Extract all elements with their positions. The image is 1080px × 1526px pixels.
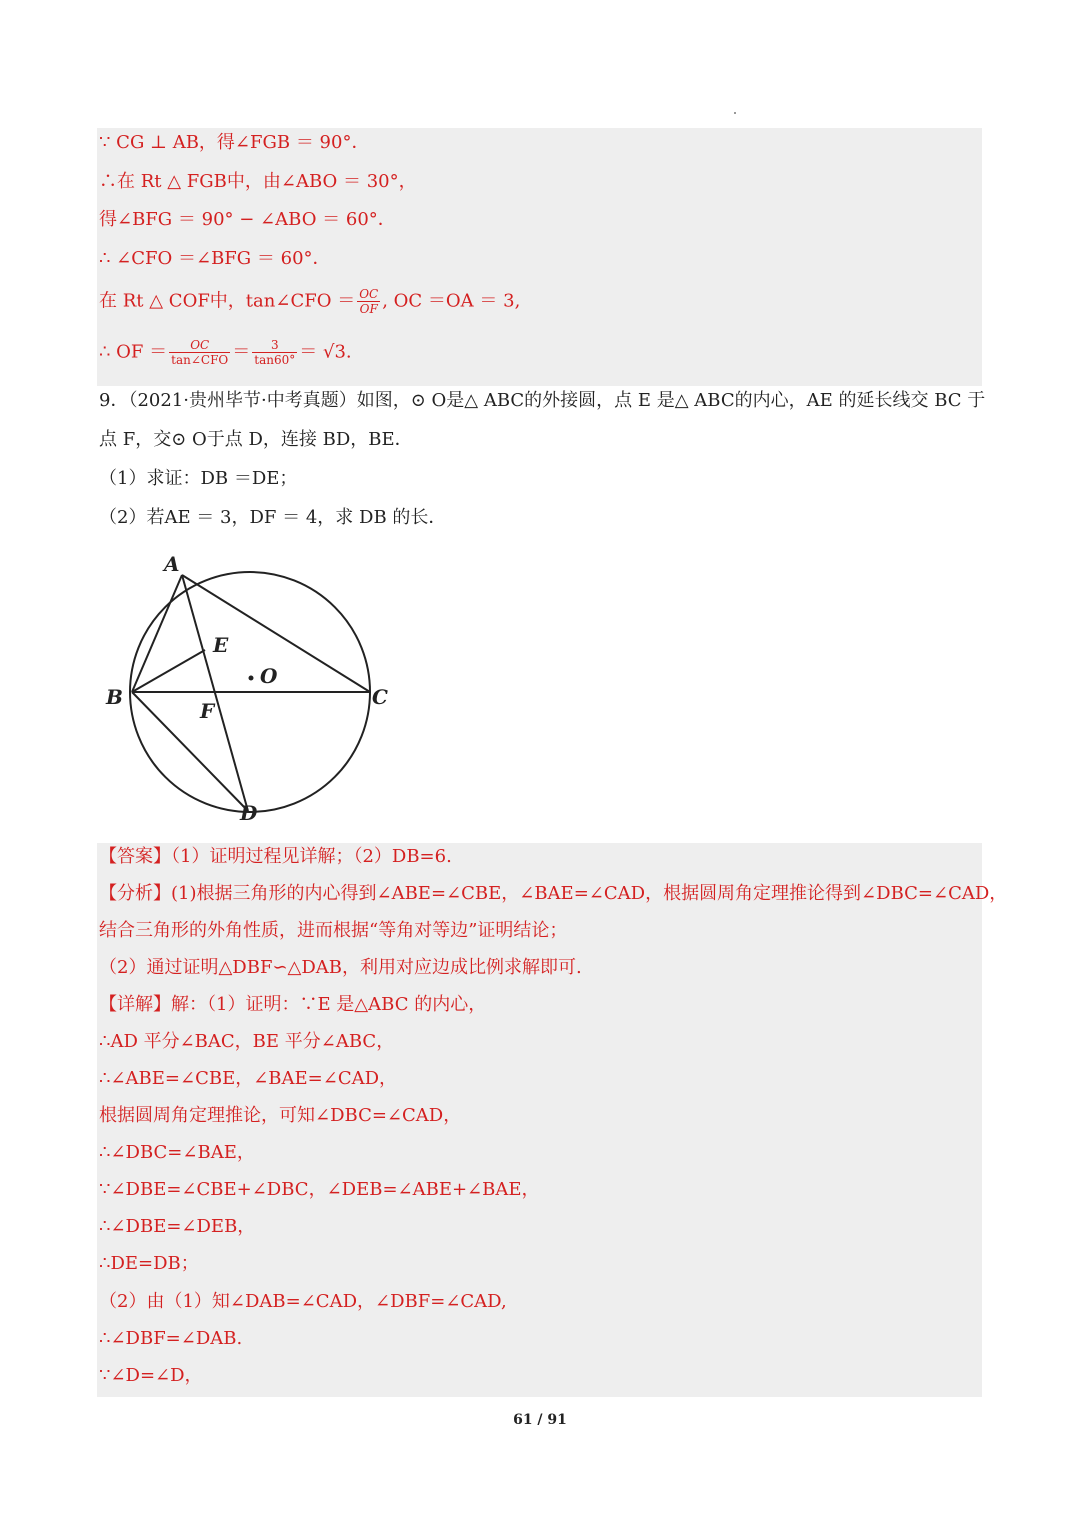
page-number: 61 / 91 — [513, 1412, 567, 1428]
problem-line: 9．（2021·贵州毕节·中考真题）如图，⊙ O是△ ABC的外接圆，点 E 是△ ABC的内心，AE 的延长线交 BC 于 — [99, 390, 986, 411]
detail-line: ∴AD 平分∠BAC，BE 平分∠ABC， — [99, 1031, 395, 1052]
geometry-figure — [100, 548, 410, 828]
label-o: O — [260, 664, 278, 688]
detail-line: ∴∠DBC=∠BAE， — [99, 1142, 255, 1163]
solution-text: ＝ √3. — [299, 341, 352, 363]
question-1: （1）求证：DB ＝DE； — [99, 468, 298, 489]
fraction-numerator: OC — [359, 287, 379, 301]
solution-text: , OC ＝OA ＝ 3, — [382, 290, 521, 312]
fraction-denominator: OF — [359, 302, 378, 316]
analysis-line: （2）通过证明△DBF∽△DAB，利用对应边成比例求解即可. — [99, 957, 582, 978]
fraction — [169, 338, 230, 367]
detail-line: ∴∠DBE=∠DEB， — [99, 1216, 256, 1237]
question-2: （2）若AE ＝ 3，DF ＝ 4，求 DB 的长． — [99, 507, 447, 528]
analysis-line: 结合三角形的外角性质，进而根据“等角对等边”证明结论； — [99, 920, 568, 941]
answer-line: 【答案】（1）证明过程见详解；（2）DB=6. — [99, 846, 452, 867]
detail-line: ∴∠DBF=∠DAB. — [99, 1328, 243, 1349]
fraction-numerator: 3 — [252, 338, 297, 353]
detail-line: ∵∠DBE=∠CBE+∠DBC，∠DEB=∠ABE+∠BAE， — [99, 1179, 540, 1200]
label-b: B — [106, 685, 123, 709]
solution-line: ∵ CG ⊥ AB，得∠FGB ＝ 90°． — [99, 132, 370, 153]
solution-text: 在 Rt △ COF中，tan∠CFO ＝ — [99, 290, 356, 312]
fraction-denominator: tan60° — [254, 353, 296, 367]
detail-line: （2）由（1）知∠DAB=∠CAD，∠DBF=∠CAD, — [99, 1291, 507, 1312]
detail-line: 根据圆周角定理推论，可知∠DBC=∠CAD， — [99, 1105, 462, 1126]
solution-line: 得∠BFG ＝ 90° − ∠ABO ＝ 60°． — [99, 209, 396, 230]
solution-text: ＝ — [232, 341, 251, 363]
label-f: F — [200, 699, 215, 723]
detail-line: 【详解】解：（1）证明：∵E 是△ABC 的内心， — [99, 994, 487, 1015]
fraction-denominator: tan∠CFO — [171, 353, 229, 367]
label-d: D — [240, 801, 258, 825]
speck-mark — [734, 112, 736, 114]
detail-line: ∴DE=DB； — [99, 1253, 199, 1274]
solution-line: ∴ ∠CFO ＝∠BFG ＝ 60°． — [99, 248, 331, 269]
solution-line-fraction — [99, 338, 352, 367]
detail-line: ∵∠D=∠D， — [99, 1365, 203, 1386]
solution-text: ∴ OF ＝ — [99, 341, 168, 363]
analysis-line: 【分析】(1)根据三角形的内心得到∠ABE=∠CBE，∠BAE=∠CAD，根据圆周角定理推论得到∠DBC=∠CAD， — [99, 883, 1008, 904]
label-a: A — [164, 552, 180, 576]
segment-ab — [132, 575, 182, 692]
segment-be — [132, 650, 205, 692]
fraction-numerator: OC — [169, 338, 230, 353]
problem-line: 点 F，交⊙ O于点 D，连接 BD，BE． — [99, 429, 413, 450]
point-o — [249, 676, 254, 681]
detail-line: ∴∠ABE=∠CBE，∠BAE=∠CAD， — [99, 1068, 398, 1089]
solution-line-fraction — [99, 287, 520, 316]
fraction — [357, 287, 380, 316]
fraction — [252, 338, 297, 367]
label-c: C — [372, 685, 388, 709]
solution-line: ∴在 Rt △ FGB中，由∠ABO ＝ 30°， — [99, 171, 417, 192]
label-e: E — [213, 633, 229, 657]
